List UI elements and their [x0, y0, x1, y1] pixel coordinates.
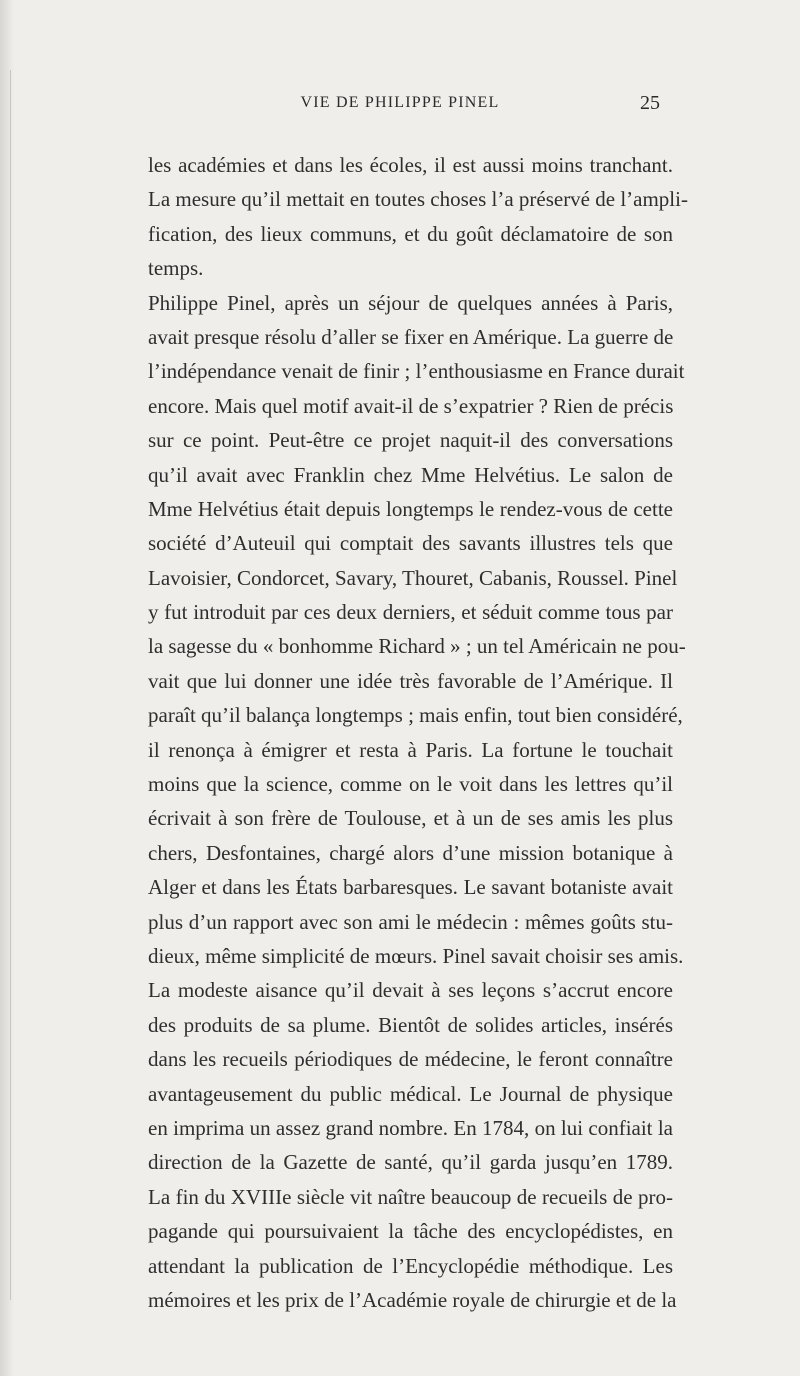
page-header	[0, 92, 800, 122]
text-line: attendant la publication de l’Encyclopédie méthodique. Les	[148, 1253, 673, 1278]
text-line: sur ce point. Peut-être ce projet naquit-il des conversations	[148, 428, 673, 453]
text-line: temps.	[148, 256, 204, 281]
text-line: dans les recueils périodiques de médecine, le feront connaître	[148, 1047, 673, 1072]
text-line: encore. Mais quel motif avait-il de s’expatrier ? Rien de précis	[148, 393, 674, 418]
text-line: fication, des lieux communs, et du goût déclamatoire de son	[148, 221, 673, 246]
text-line: société d’Auteuil qui comptait des savants illustres tels que	[148, 531, 673, 556]
text-line: chers, Desfontaines, chargé alors d’une mission botanique à	[148, 840, 673, 865]
text-line: y fut introduit par ces deux derniers, et séduit comme tous par	[148, 600, 673, 625]
body-text	[148, 148, 688, 1317]
text-line: La modeste aisance qu’il devait à ses leçons s’accrut encore	[148, 978, 673, 1003]
text-line: pagande qui poursuivaient la tâche des encyclopédistes, en	[148, 1219, 673, 1244]
text-line: écrivait à son frère de Toulouse, et à un de ses amis les plus	[148, 806, 673, 831]
text-line: mémoires et les prix de l’Académie royale de chirurgie et de la	[148, 1287, 677, 1312]
text-line: l’indépendance venait de finir ; l’enthousiasme en France durait	[148, 359, 685, 384]
text-line: la sagesse du « bonhomme Richard » ; un tel Américain ne pou-	[148, 634, 686, 659]
text-line: des produits de sa plume. Bientôt de solides articles, insérés	[148, 1012, 673, 1037]
text-line: avait presque résolu d’aller se fixer en Amérique. La guerre de	[148, 324, 674, 349]
text-line: il renonça à émigrer et resta à Paris. La fortune le touchait	[148, 737, 673, 762]
text-line: dieux, même simplicité de mœurs. Pinel savait choisir ses amis.	[148, 943, 684, 968]
text-line: Lavoisier, Condorcet, Savary, Thouret, Cabanis, Roussel. Pinel	[148, 565, 678, 590]
text-line: Alger et dans les États barbaresques. Le savant botaniste avait	[148, 875, 673, 900]
text-line: direction de la Gazette de santé, qu’il garda jusqu’en 1789.	[148, 1150, 673, 1175]
page-binding-edge	[10, 70, 11, 1300]
text-line: Philippe Pinel, après un séjour de quelques années à Paris,	[148, 290, 673, 315]
text-line: paraît qu’il balança longtemps ; mais enfin, tout bien considéré,	[148, 703, 683, 728]
text-line: Mme Helvétius était depuis longtemps le rendez-vous de cette	[148, 496, 673, 521]
text-line: La fin du XVIIIe siècle vit naître beaucoup de recueils de pro-	[148, 1184, 673, 1209]
text-line: les académies et dans les écoles, il est aussi moins tranchant.	[148, 153, 673, 177]
text-line: vait que lui donner une idée très favorable de l’Amérique. Il	[148, 668, 673, 693]
text-line: plus d’un rapport avec son ami le médecin : mêmes goûts stu-	[148, 909, 673, 934]
page-binding-shadow	[0, 0, 14, 1376]
text-line: La mesure qu’il mettait en toutes choses l’a préservé de l’ampli-	[148, 187, 688, 212]
text-line: qu’il avait avec Franklin chez Mme Helvétius. Le salon de	[148, 462, 673, 487]
text-line: moins que la science, comme on le voit dans les lettres qu’il	[148, 772, 673, 797]
running-title: VIE DE PHILIPPE PINEL	[300, 94, 500, 111]
page-number: 25	[640, 92, 660, 114]
text-line: en imprima un assez grand nombre. En 1784, on lui confiait la	[148, 1115, 673, 1140]
text-line: avantageusement du public médical. Le Journal de physique	[148, 1081, 673, 1106]
